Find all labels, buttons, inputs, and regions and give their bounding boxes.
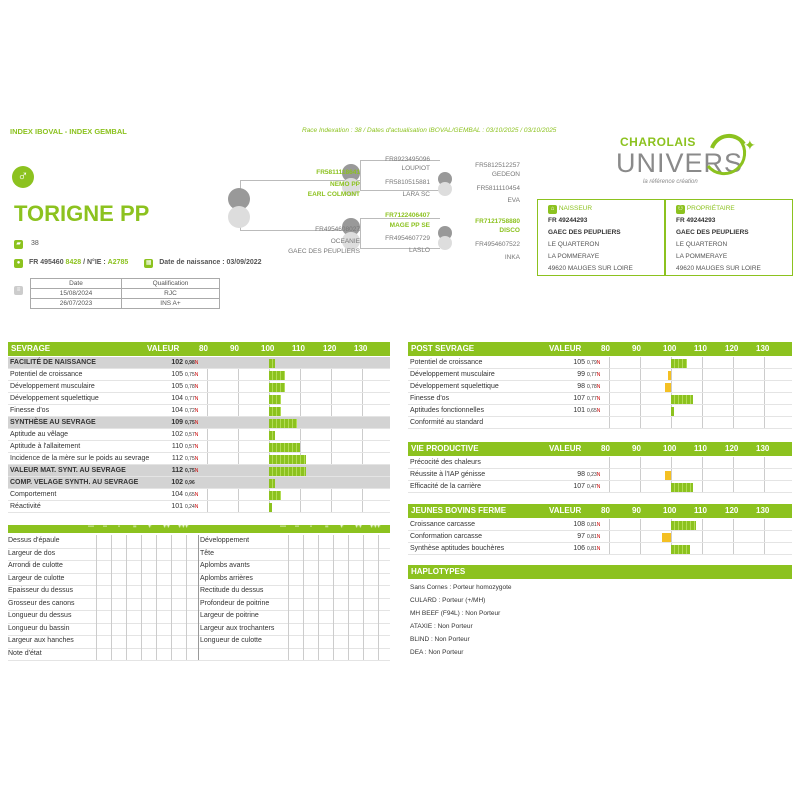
- scale-tick-label: 90: [230, 344, 239, 353]
- qual-header-date: Date: [31, 279, 122, 289]
- morph-label: Profondeur de poitrine: [200, 599, 270, 607]
- index-label: Développement squelettique: [410, 383, 499, 390]
- dam-dam-name: LASLO: [409, 247, 430, 254]
- proprietaire-line: FR 49244293: [676, 217, 716, 224]
- national-id: FR 495460: [28, 259, 64, 266]
- morph-scale-label: ---: [88, 524, 94, 530]
- qualification-table: [30, 278, 220, 309]
- dam-name: OCEANIE: [330, 238, 360, 245]
- index-value: 110: [171, 443, 183, 450]
- index-cd: 0,75N: [185, 456, 199, 462]
- scale-tick-label: 100: [663, 444, 677, 453]
- morph-scale-label: --: [295, 524, 299, 530]
- index-bar: [269, 419, 297, 428]
- index-value: 98: [577, 383, 585, 390]
- naisseur-title: NAISSEUR: [558, 205, 593, 212]
- ss-dam-id: FR5811110454: [476, 185, 520, 192]
- grid-line: [348, 535, 349, 660]
- index-cd: 0,77N: [185, 396, 199, 402]
- scale-tick-label: 110: [694, 444, 707, 453]
- scale-tick-label: 90: [632, 506, 641, 515]
- index-cd: 0,75N: [185, 468, 199, 474]
- scale-tick-label: 130: [756, 506, 770, 515]
- scale-tick-label: 100: [663, 344, 677, 353]
- index-bar: [671, 407, 674, 416]
- morph-label: Aplombs avants: [200, 562, 250, 569]
- index-flag: N: [596, 484, 601, 490]
- grid-line: [318, 535, 319, 660]
- index-label: Développement musculaire: [10, 383, 95, 390]
- index-flag: N: [596, 472, 601, 478]
- index-value: 104: [171, 491, 183, 498]
- index-label: Conformité au standard: [410, 419, 484, 426]
- morph-label: Aplombs arrières: [200, 574, 253, 582]
- scale-tick-label: 120: [725, 444, 739, 453]
- index-label: Croissance carcasse: [410, 521, 475, 528]
- index-bar: [269, 455, 306, 464]
- row-divider: [8, 660, 390, 661]
- index-bar: [269, 407, 281, 416]
- grid-line: [171, 535, 172, 660]
- index-label: Finesse d'os: [410, 395, 450, 402]
- jeunes_bovins-title: JEUNES BOVINS FERME: [411, 506, 507, 515]
- grid-line: [378, 535, 379, 660]
- vie_productive-valeur-label: VALEUR: [549, 444, 582, 453]
- index-cd: 0,72N: [185, 408, 199, 414]
- report-title: INDEX IBOVAL - INDEX GEMBAL: [10, 127, 127, 136]
- index-flag: N: [194, 432, 199, 438]
- index-bar: [662, 533, 671, 542]
- post_sevrage-header: [408, 342, 792, 356]
- index-cd: 0,57N: [185, 432, 199, 438]
- ss-sire-id: FR5812512257: [475, 162, 520, 169]
- haplotype-line: DEA : Non Porteur: [410, 649, 464, 656]
- index-cd: 0,81N: [587, 534, 601, 540]
- index-value: 106: [573, 545, 585, 552]
- dam-sire-id: FR7122406407: [385, 212, 430, 219]
- ds-sire-name: DISCO: [499, 227, 520, 234]
- qual-date: 15/08/2024: [31, 289, 122, 299]
- post_sevrage-title: POST SEVRAGE: [411, 344, 475, 353]
- index-bar: [665, 471, 671, 480]
- scale-tick-label: 80: [601, 506, 610, 515]
- index-label: Développement musculaire: [410, 371, 495, 378]
- scale-tick-label: 80: [601, 444, 610, 453]
- morph-scale-label: ++: [355, 524, 363, 530]
- index-flag: N: [596, 408, 601, 414]
- sire-breeder: EARL COLMONT: [307, 191, 360, 198]
- index-value: 98: [577, 471, 585, 478]
- naisseur-line: GAEC DES PEUPLIERS: [548, 229, 621, 236]
- index-label: Potentiel de croissance: [410, 359, 483, 366]
- svg-text:✦: ✦: [744, 138, 756, 154]
- index-label: Précocité des chaleurs: [410, 459, 481, 466]
- morph-label: Longueur de culotte: [200, 637, 262, 644]
- morph-label: Rectitude du dessus: [200, 587, 264, 594]
- index-flag: N: [596, 534, 601, 540]
- animal-name: TORIGNE PP: [14, 201, 150, 226]
- index-flag: N: [194, 468, 199, 474]
- index-label: Finesse d'os: [10, 407, 50, 414]
- morph-label: Largeur de dos: [8, 549, 56, 557]
- sire-id: FR5811118641: [316, 169, 360, 176]
- proprietaire-line: LE QUARTERON: [676, 241, 728, 248]
- morph-label: Largeur aux hanches: [8, 637, 74, 644]
- morph-label: Epaisseur du dessus: [8, 587, 73, 594]
- index-flag: N: [596, 522, 601, 528]
- ds-dam-id: FR4954607522: [475, 241, 520, 248]
- morph-scale-label: +++: [178, 524, 189, 530]
- table-row: [31, 299, 220, 309]
- morph-label: Tête: [200, 549, 215, 557]
- index-value: 112: [171, 467, 183, 474]
- index-flag: N: [194, 492, 199, 498]
- index-bar: [665, 383, 671, 392]
- qual-value: RJC: [121, 289, 219, 299]
- morph-label: Grosseur des canons: [8, 599, 75, 607]
- qual-value: INS A+: [121, 299, 219, 309]
- index-cd: 0,96: [185, 480, 195, 486]
- morphology-header: [8, 525, 390, 533]
- index-flag: N: [596, 372, 601, 378]
- haplotypes-title: HAPLOTYPES: [411, 567, 466, 576]
- scale-tick-label: 110: [292, 344, 305, 353]
- index-flag: N: [596, 546, 601, 552]
- index-value: 101: [171, 503, 183, 510]
- scale-tick-label: 130: [756, 344, 770, 353]
- haplotypes-header: [408, 565, 792, 579]
- sevrage-header: [8, 342, 390, 356]
- haplotype-line: MH BEEF (F94L) : Non Porteur: [410, 610, 501, 617]
- index-value: 107: [573, 483, 585, 490]
- naisseur-line: LE QUARTERON: [548, 241, 600, 248]
- vie_productive-title: VIE PRODUCTIVE: [411, 444, 479, 453]
- index-cd: 0,81N: [587, 546, 601, 552]
- index-cd: 0,24N: [185, 504, 199, 510]
- morph-label: Développement: [200, 537, 250, 544]
- cow-icon: ▰: [14, 240, 23, 249]
- owner-icon: ⚇: [677, 206, 684, 212]
- ss-dam-name: EVA: [507, 197, 520, 204]
- index-label: Comportement: [10, 491, 57, 498]
- sevrage-title: SEVRAGE: [11, 344, 51, 353]
- morph-scale-label: --: [103, 524, 107, 530]
- index-label: SYNTHÈSE AU SEVRAGE: [10, 419, 96, 426]
- index-cd: 0,23N: [587, 472, 601, 478]
- index-flag: N: [194, 372, 199, 378]
- index-bar: [269, 491, 281, 500]
- index-cd: 0,78N: [587, 384, 601, 390]
- index-label: Aptitudes fonctionnelles: [410, 407, 484, 414]
- grid-line: [96, 535, 97, 660]
- morph-scale-label: +: [148, 524, 152, 530]
- proprietaire-title: PROPRIÉTAIRE: [686, 205, 735, 212]
- scale-tick-label: 110: [694, 344, 707, 353]
- logo-tagline: la référence création: [643, 179, 698, 185]
- house-icon: ⌂: [548, 205, 557, 214]
- vie_productive-header: [408, 442, 792, 456]
- index-value: 97: [577, 533, 585, 540]
- sevrage-valeur-label: VALEUR: [147, 344, 180, 353]
- index-cd: 0,65N: [185, 492, 199, 498]
- row-divider: [8, 512, 390, 513]
- ds-sire-id: FR7121758880: [475, 218, 520, 225]
- race-code: 38: [30, 240, 39, 247]
- index-cd: 0,77N: [587, 372, 601, 378]
- index-label: Réussite à l'IAP génisse: [410, 471, 486, 478]
- morph-label: Largeur aux trochanters: [200, 624, 275, 632]
- index-cd: 0,78N: [185, 384, 199, 390]
- index-value: 102: [171, 479, 183, 486]
- morph-scale-label: -: [118, 524, 120, 530]
- qual-header-qualif: Qualification: [121, 279, 219, 289]
- index-flag: N: [194, 360, 199, 366]
- scale-tick-label: 110: [694, 506, 707, 515]
- dam-sire-name: MAGE PP SE: [389, 222, 430, 229]
- index-label: COMP. VELAGE SYNTH. AU SEVRAGE: [10, 479, 139, 486]
- dam-id: FR4954608027: [315, 226, 360, 233]
- index-flag: N: [194, 384, 199, 390]
- index-label: Potentiel de croissance: [10, 371, 83, 378]
- grid-line: [156, 535, 157, 660]
- index-label: Développement squelettique: [10, 395, 99, 402]
- sire-sire-name: LOUPIOT: [401, 165, 430, 172]
- scale-tick-label: 90: [632, 344, 641, 353]
- index-bar: [269, 503, 272, 512]
- index-flag: N: [596, 396, 601, 402]
- ds-dam-name: INKA: [504, 254, 520, 261]
- index-value: 104: [171, 407, 183, 414]
- scale-tick-label: 120: [725, 506, 739, 515]
- index-value: 112: [171, 455, 183, 462]
- calendar-icon: ▦: [145, 260, 152, 266]
- index-bar: [269, 431, 275, 440]
- index-flag: N: [194, 504, 199, 510]
- morph-scale-label: +++: [370, 524, 381, 530]
- proprietaire-box: [665, 199, 793, 276]
- birth-date: Date de naissance : 03/09/2022: [159, 259, 262, 266]
- row-divider: [408, 428, 792, 429]
- jeunes_bovins-header: [408, 504, 792, 518]
- table-row: [31, 289, 220, 299]
- index-cd: 0,57N: [185, 444, 199, 450]
- haplotype-line: Sans Cornes : Porteur homozygote: [410, 584, 512, 591]
- scale-tick-label: 80: [601, 344, 610, 353]
- morph-scale-label: ++: [163, 524, 171, 530]
- sire-dam-name: LARA SC: [402, 191, 430, 198]
- proprietaire-line: GAEC DES PEUPLIERS: [676, 229, 749, 236]
- morph-label: Longueur du dessus: [8, 612, 72, 619]
- grid-line: [363, 535, 364, 660]
- naisseur-line: FR 49244293: [548, 217, 588, 224]
- morph-scale-label: =: [325, 524, 329, 530]
- index-flag: N: [194, 420, 199, 426]
- index-bar: [269, 395, 281, 404]
- grid-line: [111, 535, 112, 660]
- index-flag: N: [596, 384, 601, 390]
- logo-univers: UNIVERS: [616, 148, 744, 178]
- index-cd: 0,75N: [185, 420, 199, 426]
- morph-label: Dessus d'épaule: [8, 537, 60, 544]
- animal-node-half: [228, 206, 250, 228]
- index-bar: [269, 371, 285, 380]
- index-label: Conformation carcasse: [410, 533, 482, 540]
- morph-label: Note d'état: [8, 649, 42, 657]
- index-value: 107: [573, 395, 585, 402]
- dam-breeder: GAEC DES PEUPLIERS: [288, 248, 360, 255]
- index-value: 102: [171, 359, 183, 366]
- morph-scale-label: -: [310, 524, 312, 530]
- index-value: 109: [171, 419, 183, 426]
- morph-label: Arrondi de culotte: [8, 562, 63, 569]
- grid-line: [141, 535, 142, 660]
- index-value: 105: [171, 371, 183, 378]
- male-icon: ♂: [12, 166, 34, 188]
- index-cd: 0,47N: [587, 484, 601, 490]
- index-value: 105: [171, 383, 183, 390]
- logo-charolais: CHAROLAIS: [620, 135, 696, 149]
- haplotype-line: CULARD : Porteur (+/MH): [410, 597, 486, 604]
- proprietaire-line: 49620 MAUGES SUR LOIRE: [676, 265, 761, 272]
- index-label: Aptitude au vêlage: [10, 431, 68, 438]
- row-divider: [408, 554, 792, 555]
- index-flag: N: [194, 456, 199, 462]
- index-label: Incidence de la mère sur le poids au sevrage: [10, 455, 150, 462]
- index-bar: [269, 479, 275, 488]
- grid-line: [186, 535, 187, 660]
- scale-tick-label: 120: [725, 344, 739, 353]
- race-line: [14, 240, 39, 249]
- index-bar: [671, 545, 690, 554]
- scale-tick-label: 90: [632, 444, 641, 453]
- index-cd: 0,79N: [587, 360, 601, 366]
- index-bar: [269, 359, 275, 368]
- index-cd: 0,65N: [587, 408, 601, 414]
- index-value: 101: [573, 407, 585, 414]
- scale-tick-label: 100: [261, 344, 275, 353]
- haplotype-line: ATAXIE : Non Porteur: [410, 623, 473, 630]
- index-flag: N: [194, 396, 199, 402]
- ss-sire-name: GEDEON: [491, 171, 520, 178]
- index-label: Synthèse aptitudes bouchères: [410, 545, 505, 552]
- index-cd: 0,81N: [587, 522, 601, 528]
- index-cd: 0,77N: [587, 396, 601, 402]
- index-label: VALEUR MAT. SYNT. AU SEVRAGE: [10, 467, 126, 474]
- index-flag: N: [596, 360, 601, 366]
- jeunes_bovins-valeur-label: VALEUR: [549, 506, 582, 515]
- index-bar: [269, 467, 306, 476]
- index-flag: N: [194, 444, 199, 450]
- naisseur-line: LA POMMERAYE: [548, 253, 600, 260]
- index-value: 105: [573, 359, 585, 366]
- scale-tick-label: 80: [199, 344, 208, 353]
- work-number: 8428: [65, 259, 82, 266]
- index-label: Réactivité: [10, 503, 41, 510]
- index-bar: [269, 443, 300, 452]
- scale-tick-label: 120: [323, 344, 337, 353]
- row-divider: [408, 492, 792, 493]
- proprietaire-line: LA POMMERAYE: [676, 253, 728, 260]
- morph-label: Largeur de poitrine: [200, 612, 259, 619]
- haplotype-line: BLIND : Non Porteur: [410, 636, 470, 643]
- grid-line: [126, 535, 127, 660]
- morph-scale-label: =: [133, 524, 137, 530]
- grid-line: [288, 535, 289, 660]
- index-bar: [671, 483, 693, 492]
- sire-sire-id: FR8923495096: [385, 156, 430, 163]
- index-value: 99: [577, 371, 585, 378]
- index-value: 102: [171, 431, 183, 438]
- scale-tick-label: 130: [354, 344, 368, 353]
- sire-dam-id: FR5810515881: [385, 179, 430, 186]
- qualification-icon: ≡: [14, 278, 23, 296]
- ie-value: A2785: [107, 259, 129, 266]
- morph-label: Longueur du bassin: [8, 624, 70, 632]
- scale-tick-label: 100: [663, 506, 677, 515]
- index-bar: [269, 383, 285, 392]
- index-label: FACILITÉ DE NAISSANCE: [10, 359, 96, 366]
- morph-scale-label: ---: [280, 524, 286, 530]
- index-value: 104: [171, 395, 183, 402]
- index-bar: [671, 521, 696, 530]
- morph-label: Largeur de culotte: [8, 574, 65, 582]
- index-bar: [668, 371, 671, 380]
- index-value: 108: [573, 521, 585, 528]
- index-cd: 0,75N: [185, 372, 199, 378]
- index-cd: 0,98N: [185, 360, 199, 366]
- morph-scale-label: +: [340, 524, 344, 530]
- grid-line: [303, 535, 304, 660]
- sire-name: NEMO PP: [330, 181, 360, 188]
- naisseur-box: [537, 199, 665, 276]
- logo-swirl-icon: [700, 132, 762, 182]
- index-flag: N: [194, 408, 199, 414]
- post_sevrage-valeur-label: VALEUR: [549, 344, 582, 353]
- morph-separator: [198, 535, 199, 660]
- scale-tick-label: 130: [756, 444, 770, 453]
- index-bar: [671, 359, 687, 368]
- qual-date: 26/07/2023: [31, 299, 122, 309]
- race-info: Race Indexation : 38 / Dates d'actualisation IBOVAL/GEMBAL : 03/10/2025 / 03/10/2025: [302, 127, 557, 134]
- index-label: Aptitude à l'allaitement: [10, 443, 81, 450]
- index-label: Efficacité de la carrière: [410, 483, 482, 490]
- dam-dam-id: FR4954607729: [385, 235, 430, 242]
- naisseur-line: 49620 MAUGES SUR LOIRE: [548, 265, 633, 272]
- ie-label: / N°IE :: [83, 259, 106, 266]
- index-bar: [671, 395, 693, 404]
- grid-line: [333, 535, 334, 660]
- tag-icon: ●: [14, 259, 23, 268]
